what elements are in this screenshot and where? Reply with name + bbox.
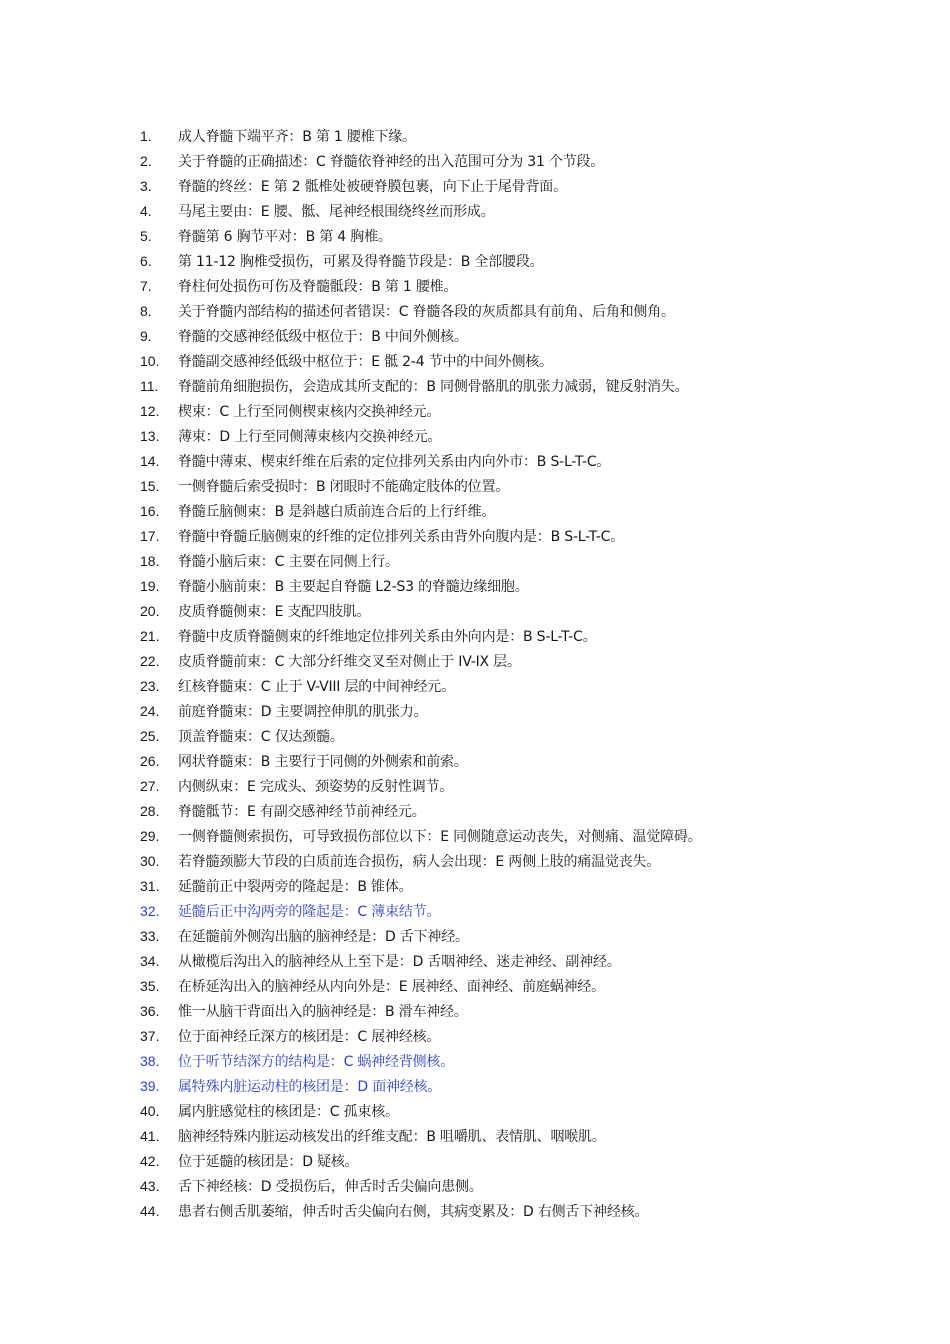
list-item-number: 23.: [140, 678, 160, 694]
list-item: [140, 774, 920, 799]
list-item: [140, 1174, 920, 1199]
list-item-number: 31.: [140, 878, 160, 894]
list-item-number: 42.: [140, 1153, 160, 1169]
list-item: [140, 824, 920, 849]
list-item-text: 前庭脊髓束：D 主要调控伸肌的肌张力。: [178, 704, 428, 720]
list-item-number: 9.: [140, 328, 152, 344]
list-item-number: 26.: [140, 753, 160, 769]
list-item-number: 43.: [140, 1178, 160, 1194]
list-item: [140, 799, 920, 824]
list-item-text: 一侧脊髓后索受损时：B 闭眼时不能确定肢体的位置。: [178, 479, 510, 495]
list-item-text: 皮质脊髓侧束：E 支配四肢肌。: [178, 604, 371, 620]
list-item-text: 脊髓的终丝：E 第 2 骶椎处被硬脊膜包裹，向下止于尾骨背面。: [178, 179, 567, 195]
list-item-number: 32.: [140, 903, 160, 919]
list-item-text: 脊髓中皮质脊髓侧束的纤维地定位排列关系由外向内是：B S-L-T-C。: [178, 629, 597, 645]
list-item-number: 4.: [140, 203, 152, 219]
list-item-number: 37.: [140, 1028, 160, 1044]
list-item-number: 34.: [140, 953, 160, 969]
list-item-number: 10.: [140, 353, 160, 369]
list-item-text: 楔束：C 上行至同侧楔束核内交换神经元。: [178, 404, 441, 420]
list-item-number: 39.: [140, 1078, 160, 1094]
list-item-number: 12.: [140, 403, 160, 419]
list-item: [140, 1149, 920, 1174]
list-item: [140, 1024, 920, 1049]
list-item-number: 11.: [140, 378, 159, 394]
list-item-number: 16.: [140, 503, 160, 519]
list-item: [140, 1099, 920, 1124]
list-item-number: 38.: [140, 1053, 160, 1069]
list-item: [140, 699, 920, 724]
list-item-text: 脊柱何处损伤可伤及脊髓骶段：B 第 1 腰椎。: [178, 279, 458, 295]
list-item-text: 从橄榄后沟出入的脑神经从上至下是：D 舌咽神经、迷走神经、副神经。: [178, 954, 621, 970]
list-item: [140, 974, 920, 999]
list-item-text: 若脊髓颈膨大节段的白质前连合损伤，病人会出现：E 两侧上肢的痛温觉丧失。: [178, 854, 661, 870]
list-item-number: 29.: [140, 828, 160, 844]
list-item: [140, 1074, 920, 1099]
list-item-text: 薄束：D 上行至同侧薄束核内交换神经元。: [178, 429, 442, 445]
list-item-text: 脊髓中薄束、楔束纤维在后索的定位排列关系由内向外市：B S-L-T-C。: [178, 454, 611, 470]
list-item-number: 33.: [140, 928, 160, 944]
list-item-number: 7.: [140, 278, 152, 294]
list-item-number: 30.: [140, 853, 160, 869]
list-item: [140, 624, 920, 649]
list-item: [140, 599, 920, 624]
list-item: [140, 1049, 920, 1074]
list-item-number: 40.: [140, 1103, 160, 1119]
list-item-text: 皮质脊髓前束：C 大部分纤维交叉至对侧止于 IV-IX 层。: [178, 654, 521, 670]
list-item-text: 在延髓前外侧沟出脑的脑神经是：D 舌下神经。: [178, 929, 469, 945]
list-item: [140, 574, 920, 599]
list-item: [140, 549, 920, 574]
list-item: [140, 874, 920, 899]
list-item-text: 脊髓的交感神经低级中枢位于：B 中间外侧核。: [178, 329, 468, 345]
list-item-text: 关于脊髓的正确描述：C 脊髓依脊神经的出入范围可分为 31 个节段。: [178, 154, 605, 170]
list-item-text: 网状脊髓束：B 主要行于同侧的外侧索和前索。: [178, 754, 468, 770]
list-item-number: 21.: [140, 628, 160, 644]
list-item-text: 脑神经特殊内脏运动核发出的纤维支配：B 咀嚼肌、表情肌、咽喉肌。: [178, 1129, 606, 1145]
list-item-text: 位于延髓的核团是：D 疑核。: [178, 1154, 359, 1170]
list-item-text: 成人脊髓下端平齐：B 第 1 腰椎下缘。: [178, 129, 416, 145]
list-item-text: 属内脏感觉柱的核团是：C 孤束核。: [178, 1104, 399, 1120]
list-item-number: 14.: [140, 453, 160, 469]
list-item-number: 15.: [140, 478, 160, 494]
list-item-text: 延髓后正中沟两旁的隆起是：C 薄束结节。: [178, 904, 441, 920]
list-item-text: 脊髓前角细胞损伤，会造成其所支配的：B 同侧骨骼肌的肌张力减弱，键反射消失。: [178, 379, 689, 395]
list-item-number: 13.: [140, 428, 160, 444]
list-item-number: 19.: [140, 578, 160, 594]
list-item: [140, 149, 920, 174]
list-item-number: 36.: [140, 1003, 160, 1019]
list-item-text: 延髓前正中裂两旁的隆起是：B 锥体。: [178, 879, 413, 895]
list-item-number: 5.: [140, 228, 152, 244]
list-item: [140, 399, 920, 424]
list-item: [140, 174, 920, 199]
list-item: [140, 424, 920, 449]
list-item: [140, 299, 920, 324]
list-item-text: 顶盖脊髓束：C 仅达颈髓。: [178, 729, 344, 745]
list-item: [140, 524, 920, 549]
list-item: [140, 349, 920, 374]
list-item-text: 患者右侧舌肌萎缩，伸舌时舌尖偏向右侧，其病变累及：D 右侧舌下神经核。: [178, 1204, 649, 1220]
list-item-text: 马尾主要由：E 腰、骶、尾神经根围绕终丝而形成。: [178, 204, 495, 220]
list-item-number: 24.: [140, 703, 160, 719]
list-item-text: 脊髓骶节：E 有副交感神经节前神经元。: [178, 804, 426, 820]
list-item-number: 2.: [140, 153, 152, 169]
list-item-text: 第 11-12 胸椎受损伤，可累及得脊髓节段是：B 全部腰段。: [178, 254, 544, 270]
list-item-text: 脊髓副交感神经低级中枢位于：E 骶 2-4 节中的中间外侧核。: [178, 354, 553, 370]
list-item: [140, 474, 920, 499]
list-item-text: 脊髓第 6 胸节平对：B 第 4 胸椎。: [178, 229, 392, 245]
list-item-number: 25.: [140, 728, 160, 744]
list-item: [140, 224, 920, 249]
list-item-text: 一侧脊髓侧索损伤，可导致损伤部位以下：E 同侧随意运动丧失，对侧痛、温觉障碍。: [178, 829, 702, 845]
list-item: [140, 324, 920, 349]
list-item-number: 20.: [140, 603, 160, 619]
list-item: [140, 899, 920, 924]
list-item: [140, 199, 920, 224]
list-item-text: 脊髓丘脑侧束：B 是斜越白质前连合后的上行纤维。: [178, 504, 496, 520]
list-item: [140, 249, 920, 274]
list-item-number: 17.: [140, 528, 160, 544]
list-item-text: 内侧纵束：E 完成头、颈姿势的反射性调节。: [178, 779, 454, 795]
list-item: [140, 999, 920, 1024]
list-item-text: 舌下神经核：D 受损伤后，伸舌时舌尖偏向患侧。: [178, 1179, 483, 1195]
list-item-number: 28.: [140, 803, 160, 819]
list-item: [140, 924, 920, 949]
list-item-text: 位于面神经丘深方的核团是：C 展神经核。: [178, 1029, 441, 1045]
list-item: [140, 274, 920, 299]
list-item: [140, 1124, 920, 1149]
list-item-number: 18.: [140, 553, 160, 569]
list-item-number: 27.: [140, 778, 160, 794]
list-item-number: 35.: [140, 978, 160, 994]
list-item: [140, 124, 920, 149]
list-item-text: 脊髓小脑后束：C 主要在同侧上行。: [178, 554, 399, 570]
list-item: [140, 849, 920, 874]
list-item-text: 关于脊髓内部结构的描述何者错误：C 脊髓各段的灰质都具有前角、后角和侧角。: [178, 304, 675, 320]
list-item-text: 位于听节结深方的结构是：C 蜗神经背侧核。: [178, 1054, 455, 1070]
list-item: [140, 674, 920, 699]
list-item-text: 属特殊内脏运动柱的核团是：D 面神经核。: [178, 1079, 442, 1095]
list-item: [140, 649, 920, 674]
list-item-number: 44.: [140, 1203, 160, 1219]
list-item-number: 22.: [140, 653, 160, 669]
list-item: [140, 449, 920, 474]
list-item: [140, 749, 920, 774]
list-item: [140, 724, 920, 749]
list-item-number: 8.: [140, 303, 152, 319]
list-item-number: 41.: [140, 1128, 160, 1144]
list-item-number: 6.: [140, 253, 152, 269]
list-item-text: 脊髓小脑前束：B 主要起自脊髓 L2-S3 的脊髓边缘细胞。: [178, 579, 529, 595]
list-item-text: 红核脊髓束：C 止于 V-VIII 层的中间神经元。: [178, 679, 455, 695]
list-item: [140, 499, 920, 524]
list-item-text: 惟一从脑干背面出入的脑神经是：B 滑车神经。: [178, 1004, 468, 1020]
list-item-text: 在桥延沟出入的脑神经从内向外是：E 展神经、面神经、前庭蜗神经。: [178, 979, 605, 995]
question-answer-list: [140, 124, 920, 1224]
list-item: [140, 374, 920, 399]
list-item-number: 1.: [140, 128, 152, 144]
list-item-text: 脊髓中脊髓丘脑侧束的纤维的定位排列关系由背外向腹内是：B S-L-T-C。: [178, 529, 625, 545]
list-item-number: 3.: [140, 178, 152, 194]
list-item: [140, 949, 920, 974]
list-item: [140, 1199, 920, 1224]
